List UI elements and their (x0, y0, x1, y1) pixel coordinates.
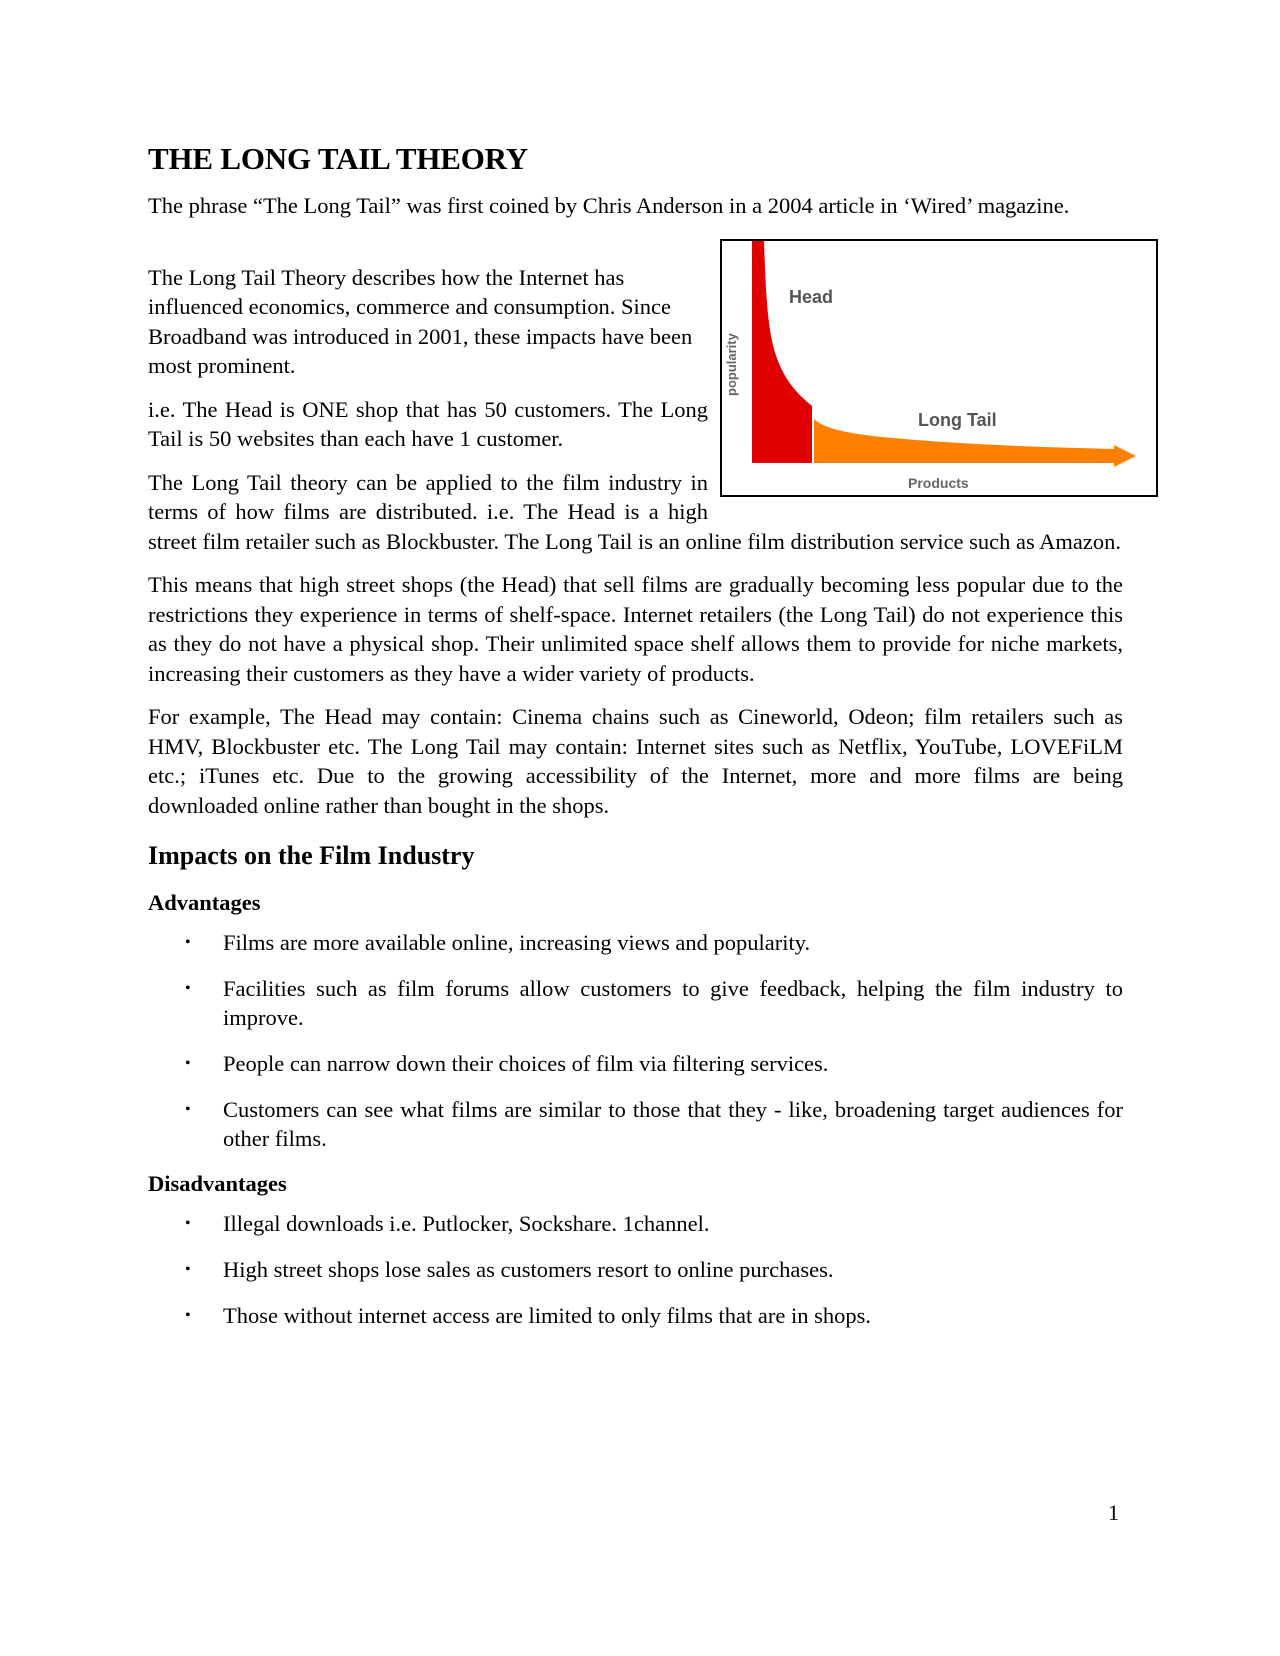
y-axis-label: popularity (724, 332, 739, 396)
paragraph-3: The Long Tail theory can be applied to the film industry in terms of how films are distributed. i.e. The Head is a high street film retailer such as Blockbuster. The Long Tail is an online film distribution service such as Amazon. (148, 469, 1122, 554)
long-tail-chart (722, 241, 1156, 495)
head-label: Head (789, 286, 834, 307)
list-item: • Facilities such as film forums allow customers to give feedback, helping the film industry to improve. (185, 976, 1123, 1031)
disadvantages-list (148, 1209, 1123, 1330)
bullet-icon: • (185, 1215, 191, 1233)
bullet-icon: • (185, 1307, 191, 1325)
list-item: • High street shops lose sales as customers resort to online purchases. (185, 1257, 834, 1283)
bullet-icon: • (185, 1055, 191, 1073)
disadvantages-heading: Disadvantages (148, 1171, 287, 1197)
document-page (148, 140, 1123, 1347)
paragraph-1: The Long Tail Theory describes how the Internet has influenced economics, commerce and consumption. Since Broadband was introduced in 2001, these impacts have been most prominent. (148, 264, 693, 379)
list-item: • Those without internet access are limited to only films that are in shops. (185, 1303, 871, 1329)
list-item: • People can narrow down their choices of film via filtering services. (185, 1051, 829, 1077)
long-tail-diagram (720, 239, 1158, 497)
paragraph-5: For example, The Head may contain: Cinema chains such as Cineworld, Odeon; film retailers such as HMV, Blockbuster etc. The Long Tail may contain: Internet sites such as Netflix, YouTube, LOVEFiLM etc.; iTunes etc. Due to the growing accessibility of the Internet, more and more films are being downloaded online rather than bought in the shops. (148, 704, 1123, 818)
tail-label: Long Tail (918, 409, 997, 430)
page-number: 1 (1108, 1500, 1119, 1525)
x-axis-label: Products (908, 474, 969, 491)
impacts-heading: Impacts on the Film Industry (148, 841, 475, 871)
page-title: THE LONG TAIL THEORY (148, 141, 528, 176)
bullet-icon: • (185, 980, 191, 998)
intro-paragraph: The phrase “The Long Tail” was first coined by Chris Anderson in a 2004 article in ‘Wired’ magazine. (148, 193, 1070, 219)
paragraph-4: This means that high street shops (the Head) that sell films are gradually becoming less popular due to the restrictions they experience in terms of shelf-space. Internet retailers (the Long Tail) do not experience this as they do not have a physical shop. Their unlimited space shelf allows them to provide for niche markets, increasing their customers as they have a wider variety of products. (148, 572, 1123, 686)
tail-arrow-head (1114, 445, 1136, 467)
list-item: • Illegal downloads i.e. Putlocker, Sockshare. 1channel. (185, 1211, 710, 1237)
advantages-list (148, 928, 1123, 1153)
head-area (752, 241, 812, 463)
bullet-icon: • (185, 934, 191, 952)
bullet-icon: • (185, 1261, 191, 1279)
advantages-heading: Advantages (148, 890, 261, 916)
list-item: • Customers can see what films are similar to those that they - like, broadening target audiences for other films. (185, 1097, 1123, 1152)
bullet-icon: • (185, 1101, 191, 1119)
list-item: • Films are more available online, increasing views and popularity. (185, 930, 811, 956)
paragraph-2: i.e. The Head is ONE shop that has 50 customers. The Long Tail is 50 websites than each have 1 customer. (148, 396, 708, 452)
